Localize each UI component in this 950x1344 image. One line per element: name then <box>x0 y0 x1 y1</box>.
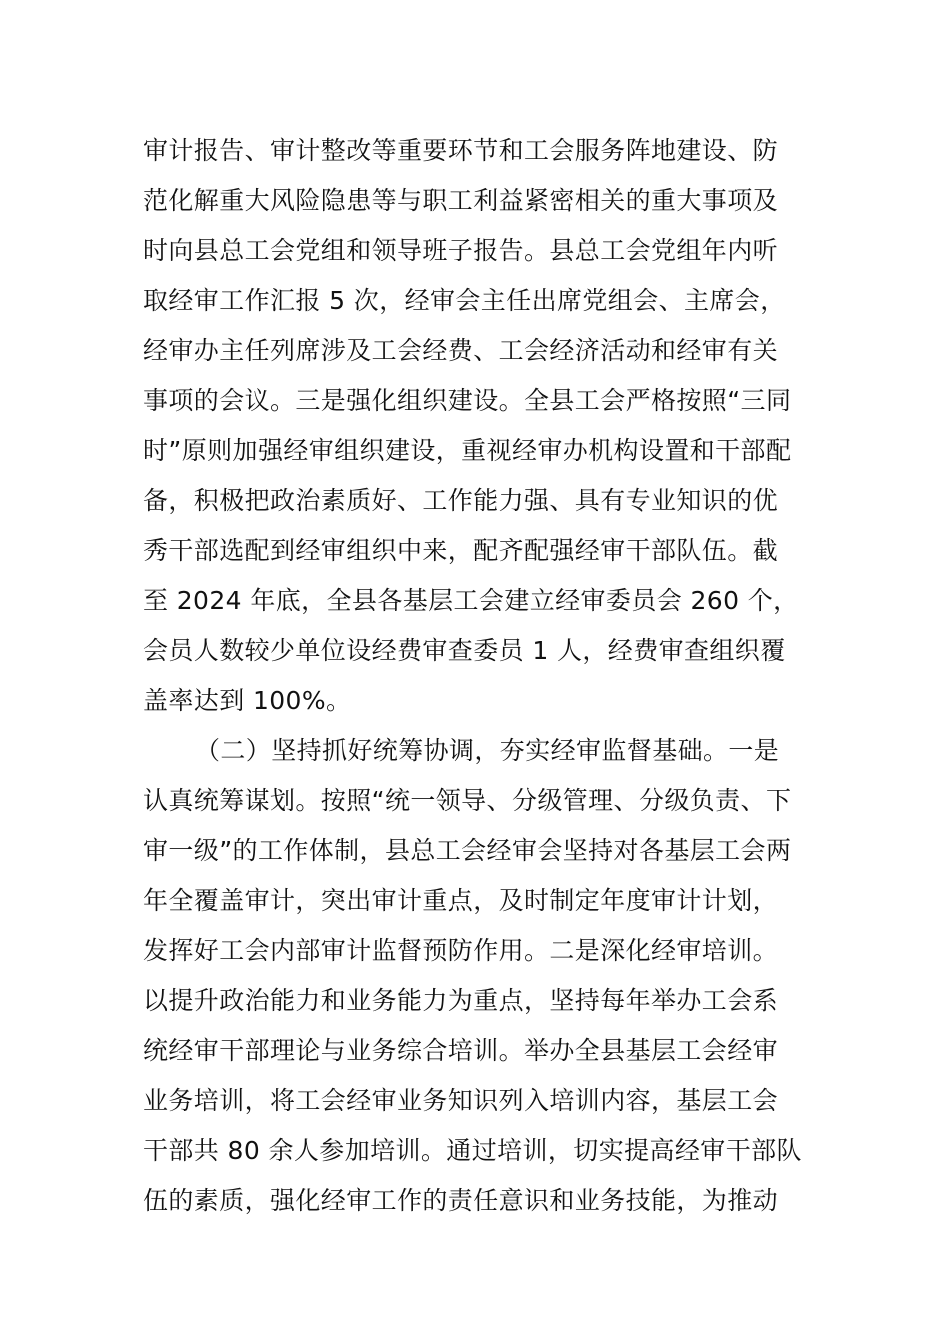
text-line: 以提升政治能力和业务能力为重点，坚持每年举办工会系 <box>143 986 779 1015</box>
text-line: 经审办主任列席涉及工会经费、工会经济活动和经审有关 <box>143 336 779 365</box>
text-line: 范化解重大风险隐患等与职工利益紧密相关的重大事项及 <box>143 186 779 215</box>
text-line: 盖率达到 100%。 <box>143 686 352 715</box>
text-line: 取经审工作汇报 5 次，经审会主任出席党组会、主席会， <box>143 286 786 315</box>
text-line: 审计报告、审计整改等重要环节和工会服务阵地建设、防 <box>143 136 779 165</box>
text-line: 发挥好工会内部审计监督预防作用。二是深化经审培训。 <box>143 936 779 965</box>
text-line: 业务培训，将工会经审业务知识列入培训内容，基层工会 <box>143 1086 779 1115</box>
text-line: 审一级”的工作体制，县总工会经审会坚持对各基层工会两 <box>143 836 792 865</box>
text-line: 时向县总工会党组和领导班子报告。县总工会党组年内听 <box>143 236 779 265</box>
paragraph-1 <box>143 126 807 726</box>
text-line: 时”原则加强经审组织建设，重视经审办机构设置和干部配 <box>143 436 792 465</box>
text-line: 伍的素质，强化经审工作的责任意识和业务技能，为推动 <box>143 1186 779 1215</box>
text-line: 事项的会议。三是强化组织建设。全县工会严格按照“三同 <box>143 386 792 415</box>
text-line: 会员人数较少单位设经费审查委员 1 人，经费审查组织覆 <box>143 636 786 665</box>
text-line: 认真统筹谋划。按照“统一领导、分级管理、分级负责、下 <box>143 786 792 815</box>
text-line: 秀干部选配到经审组织中来，配齐配强经审干部队伍。截 <box>143 536 779 565</box>
document-body <box>143 126 807 1226</box>
paragraph-2 <box>143 726 807 1226</box>
text-line: 年全覆盖审计，突出审计重点，及时制定年度审计计划， <box>143 886 779 915</box>
text-line: 备，积极把政治素质好、工作能力强、具有专业知识的优 <box>143 486 779 515</box>
text-line-indented: （二）坚持抓好统筹协调，夯实经审监督基础。一是 <box>195 736 780 765</box>
text-line: 至 2024 年底，全县各基层工会建立经审委员会 260 个， <box>143 586 799 615</box>
text-line: 统经审干部理论与业务综合培训。举办全县基层工会经审 <box>143 1036 779 1065</box>
text-line: 干部共 80 余人参加培训。通过培训，切实提高经审干部队 <box>143 1136 802 1165</box>
